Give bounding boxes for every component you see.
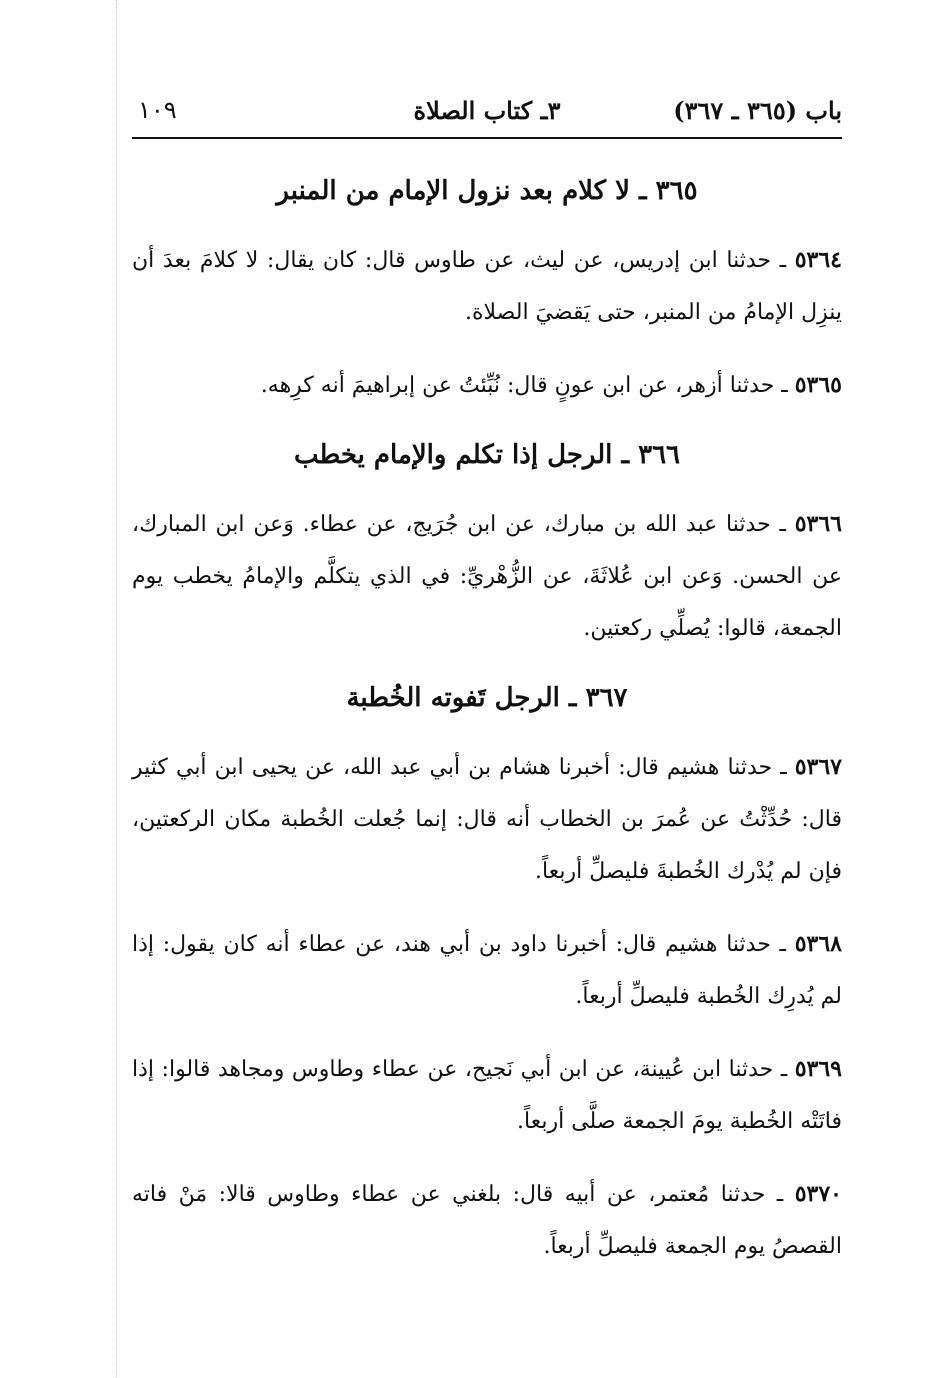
hadith-entry bbox=[132, 1168, 842, 1273]
book-title: ٣ـ كتاب الصلاة bbox=[413, 96, 561, 125]
section-title: ٣٦٦ ـ الرجل إذا تكلم والإمام يخطب bbox=[293, 440, 681, 470]
chapter-range: باب (٣٦٥ ـ ٣٦٧) bbox=[673, 96, 842, 125]
header-rule bbox=[132, 137, 842, 139]
hadith-entry bbox=[132, 498, 842, 655]
hadith-text: ـ حدثنا ابن عُيينة، عن ابن أبي نَجيح، عن عطاء وطاوس ومجاهد قالوا: إذا فاتَتْه الخُطبة يومَ الجمعة صلَّى أربعاً. bbox=[132, 1057, 842, 1134]
page-number: ١٠٩ bbox=[138, 96, 177, 124]
section-title-wrapper bbox=[132, 675, 842, 721]
hadith-entry bbox=[132, 741, 842, 898]
running-header bbox=[132, 92, 842, 132]
hadith-text: ـ حدثنا هشيم قال: أخبرنا داود بن أبي هند، عن عطاء أنه كان يقول: إذا لم يُدرِك الخُطبة فليصلِّ أربعاً. bbox=[132, 932, 842, 1009]
hadith-number: ٥٣٦٨ bbox=[794, 931, 842, 957]
page-content bbox=[132, 168, 842, 1293]
hadith-entry bbox=[132, 359, 842, 412]
hadith-number: ٥٣٧٠ bbox=[794, 1181, 842, 1207]
hadith-entry bbox=[132, 234, 842, 339]
hadith-text: ـ حدثنا أزهر، عن ابن عونٍ قال: نُبِّئتُ عن إبراهيمَ أنه كرِهه. bbox=[260, 373, 795, 398]
section-title: ٣٦٧ ـ الرجل تَفوته الخُطبة bbox=[346, 683, 628, 713]
hadith-text: ـ حدثنا مُعتمر، عن أبيه قال: بلغني عن عطاء وطاوس قالا: مَنْ فاته القصصُ يوم الجمعة فليصلِّ أربعاً. bbox=[132, 1182, 842, 1259]
hadith-entry bbox=[132, 918, 842, 1023]
hadith-number: ٥٣٦٤ bbox=[794, 247, 842, 273]
hadith-number: ٥٣٦٧ bbox=[794, 754, 842, 780]
page-edge-line bbox=[116, 0, 117, 1378]
hadith-entry bbox=[132, 1043, 842, 1148]
hadith-text: ـ حدثنا عبد الله بن مبارك، عن ابن جُرَيج، عن عطاء. وَعن ابن المبارك، عن الحسن. وَعن ابن عُلاثَةَ، عن الزُّهْريِّ: في الذي يتكلَّم والإمامُ يخطب يوم الجمعة، قالوا: يُصلِّي ركعتين. bbox=[132, 512, 842, 641]
book-page bbox=[132, 0, 842, 1378]
section-title: ٣٦٥ ـ لا كلام بعد نزول الإمام من المنبر bbox=[276, 176, 698, 206]
hadith-text: ـ حدثنا هشيم قال: أخبرنا هشام بن أبي عبد الله، عن يحيى ابن أبي كثير قال: حُدِّثْتُ عن عُمرَ بن الخطاب أنه قال: إنما جُعلت الخُطبة مكان الركعتين، فإن لم يُدْرك الخُطبةَ فليصلِّ أربعاً. bbox=[132, 755, 842, 884]
hadith-number: ٥٣٦٥ bbox=[794, 372, 842, 398]
hadith-number: ٥٣٦٩ bbox=[794, 1056, 842, 1082]
hadith-number: ٥٣٦٦ bbox=[794, 511, 842, 537]
hadith-text: ـ حدثنا ابن إدريس، عن ليث، عن طاوس قال: كان يقال: لا كلامَ بعدَ أن ينزِل الإمامُ من المنبر، حتى يَقضيَ الصلاة. bbox=[132, 248, 842, 325]
